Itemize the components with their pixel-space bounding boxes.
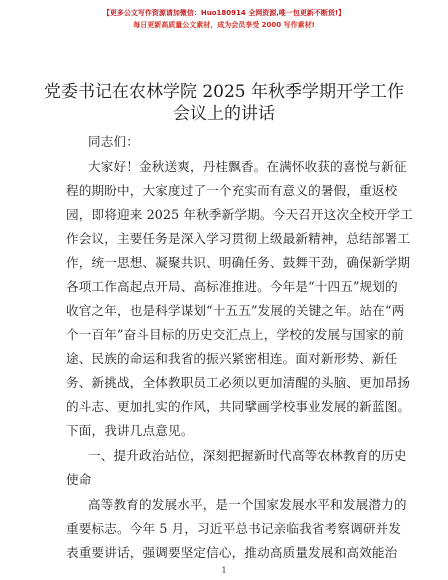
document-title-line-1: 党委书记在农林学院 2025 年秋季学期开学工作 <box>43 82 405 102</box>
body-line: 务、新挑战，全体教职员工必须以更加清醒的头脑、更加昂扬 <box>66 375 411 390</box>
page-number: 1 <box>221 566 227 575</box>
body-line: 园，即将迎来 2025 年秋季新学期。今天召开这次全校开学工 <box>66 207 413 222</box>
body-line: 作会议，主要任务是深入学习贯彻上级最新精神，总结部署工 <box>66 231 411 246</box>
body-line: 作，统一思想、凝聚共识、明确任务、鼓舞干劲，确保新学期 <box>66 255 411 270</box>
body-line: 各项工作高起点开局、高标准推进。今年是“十四五”规划的 <box>66 279 398 294</box>
body-line: 重要标志。今年 5 月，习近平总书记亲临我省考察调研并发 <box>66 521 402 536</box>
section-heading-line: 使命 <box>66 472 92 487</box>
body-line: 的斗志、更加扎实的作风，共同擘画学校事业发展的新蓝图。 <box>66 399 411 414</box>
promo-banner-line-1: 【更多公文写作资源请加微信：Huo180914 全网资源,唯一包更新不断货!】 <box>102 9 346 17</box>
body-line: 高等教育的发展水平，是一个国家发展水平和发展潜力的 <box>88 497 407 512</box>
body-line: 个一百年”奋斗目标的历史交汇点上，学校的发展与国家的前 <box>66 327 404 342</box>
body-line: 途、民族的命运和我省的振兴紧密相连。面对新形势、新任 <box>66 351 398 366</box>
body-line: 程的期盼中，大家度过了一个充实而有意义的暑假，重返校 <box>66 183 398 198</box>
body-line: 收官之年，也是科学谋划“十五五”发展的关键之年。站在“两 <box>66 303 405 318</box>
body-line: 下面，我讲几点意见。 <box>66 423 194 438</box>
salutation: 同志们： <box>88 134 139 149</box>
body-line: 表重要讲话，强调要坚定信心，推动高质量发展和高效能治 <box>66 545 398 560</box>
document-title-line-2: 会议上的讲话 <box>173 104 275 124</box>
body-line: 大家好！金秋送爽，丹桂飘香。在满怀收获的喜悦与新征 <box>88 159 407 174</box>
promo-banner-line-2: 每日更新高质量公文素材，成为会员享受 2000 写作素材! <box>133 21 315 29</box>
section-heading-line: 一、提升政治站位，深刻把握新时代高等农林教育的历史 <box>88 448 407 463</box>
